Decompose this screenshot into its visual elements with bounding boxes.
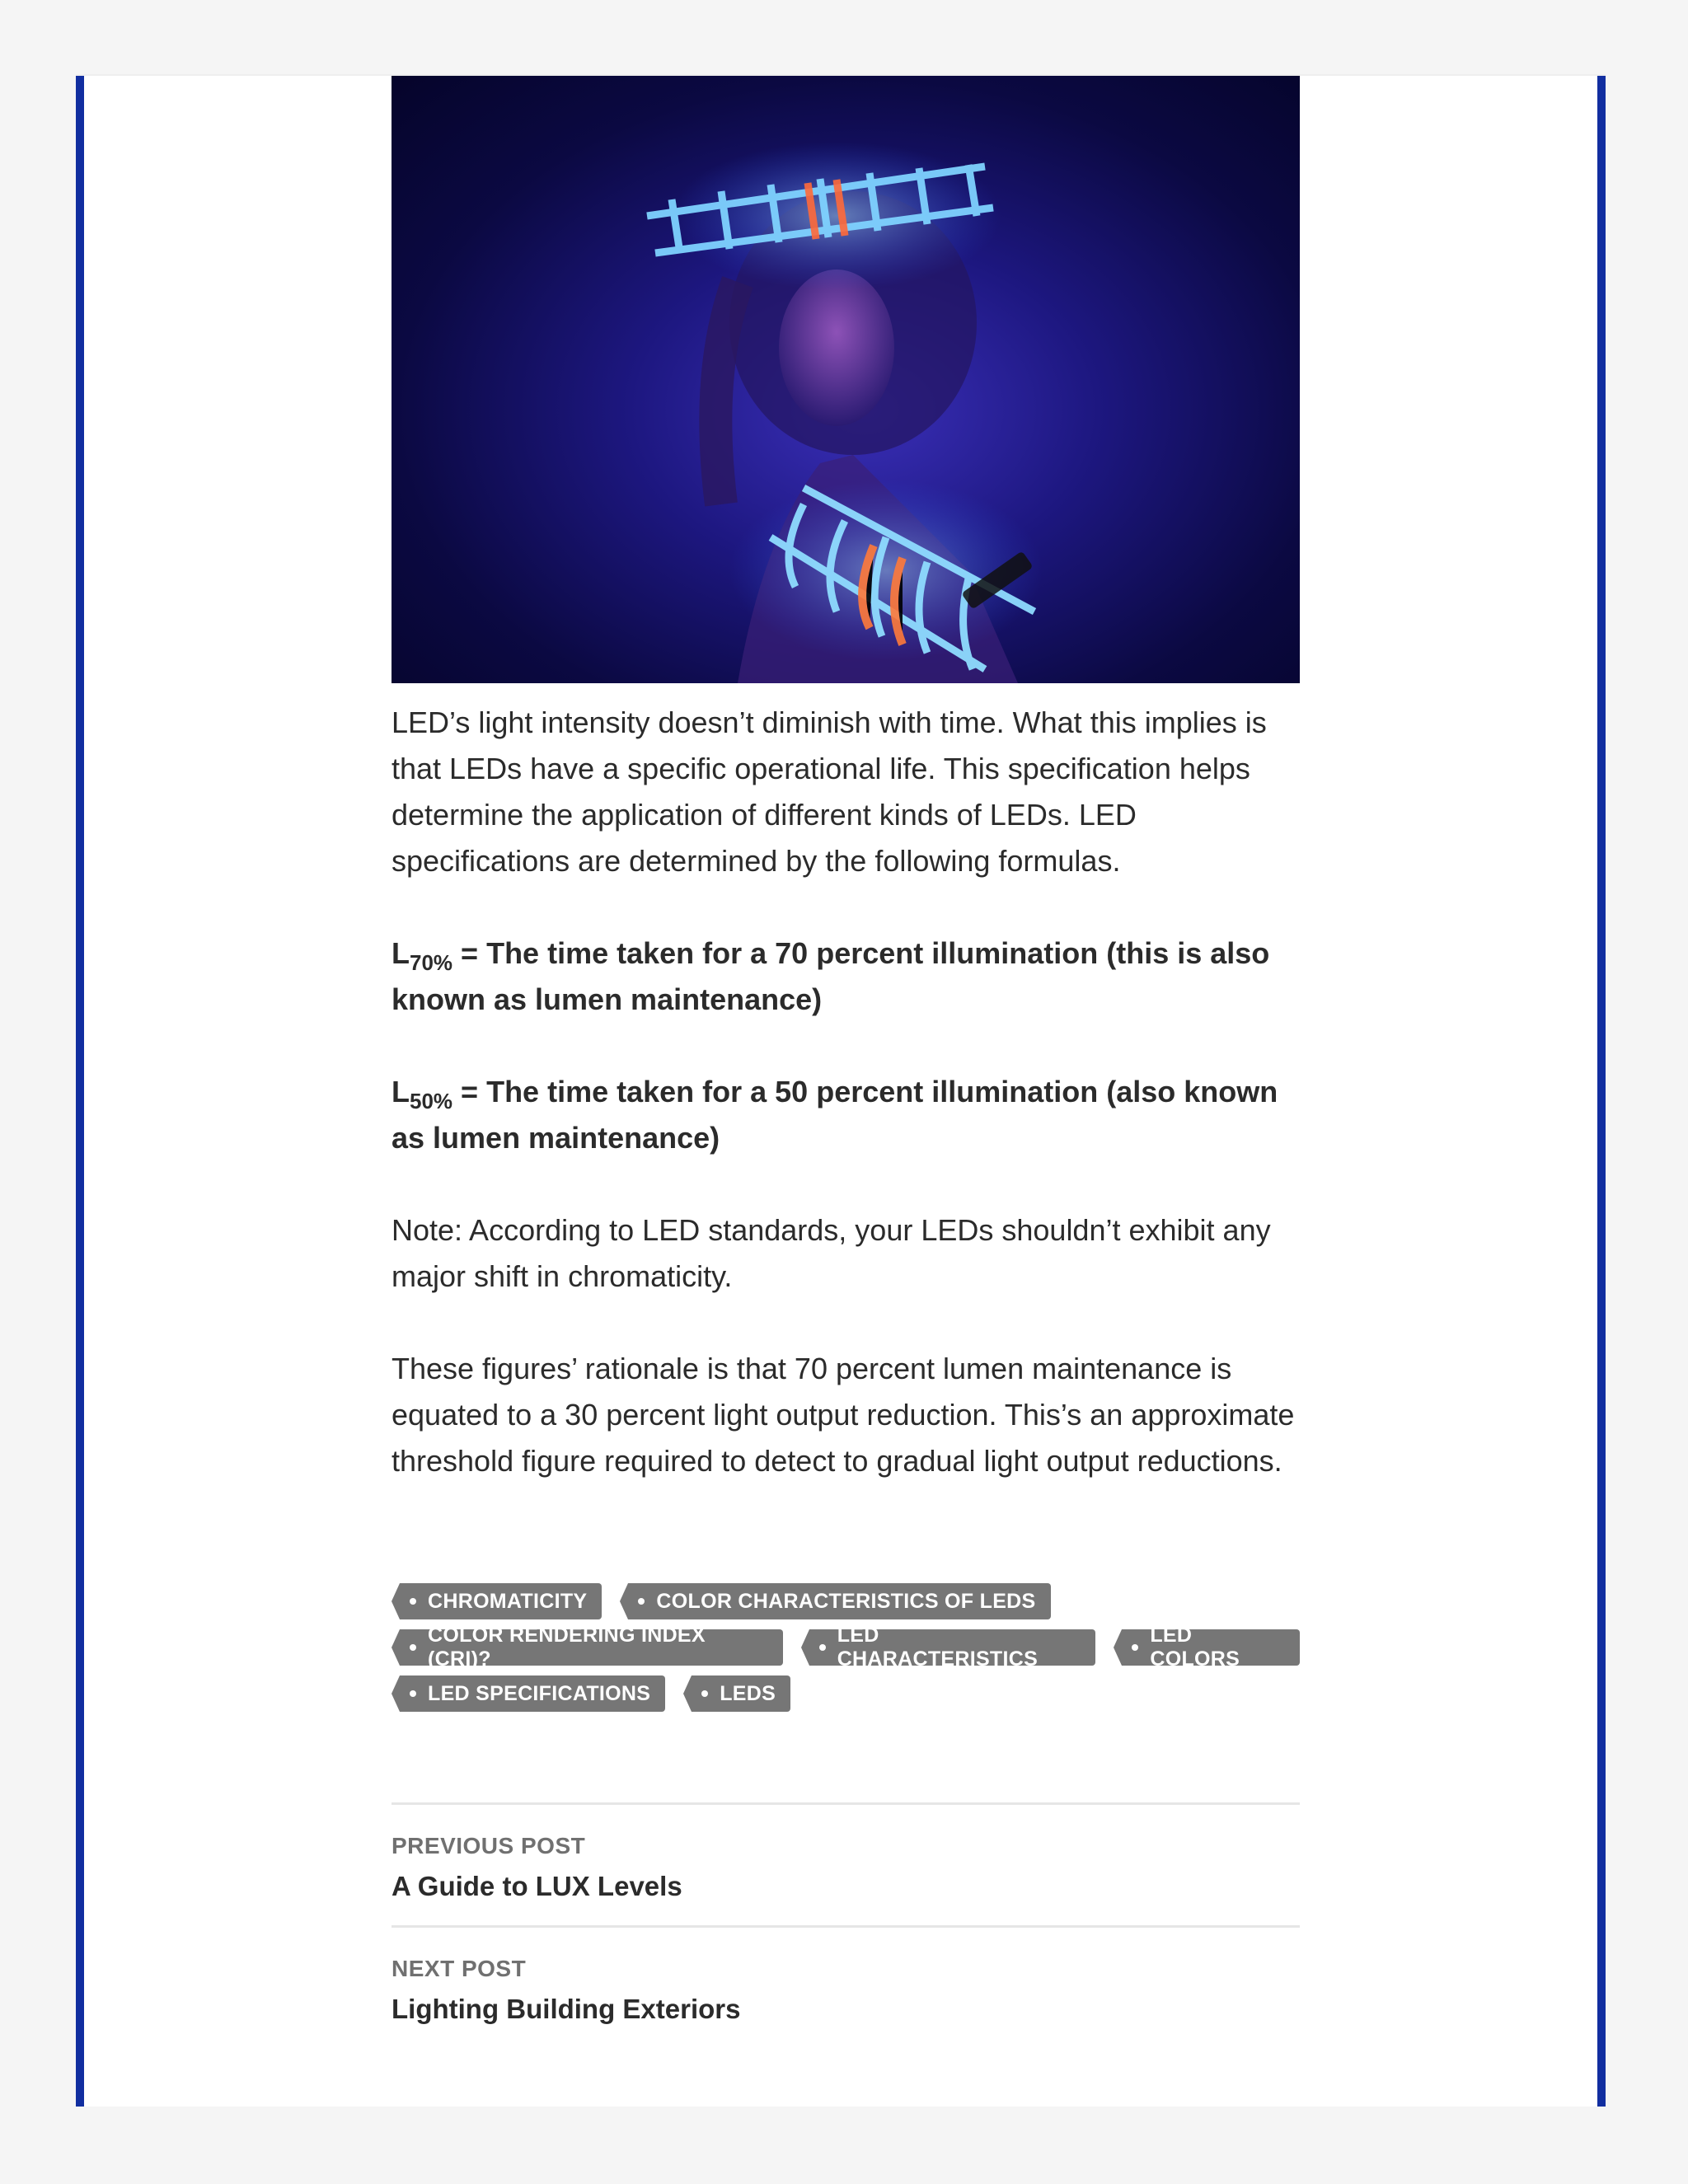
formula-l50-symbol: L: [392, 1075, 410, 1108]
tag-leds[interactable]: LEDS: [692, 1675, 790, 1712]
tag-list: [392, 1583, 1300, 1712]
formula-l70-symbol: L: [392, 936, 410, 970]
previous-post-label: PREVIOUS POST: [392, 1833, 586, 1858]
tag-led-colors[interactable]: LED COLORS: [1122, 1629, 1300, 1666]
next-post-label: NEXT POST: [392, 1956, 527, 1981]
tag-color-rendering-index[interactable]: COLOR RENDERING INDEX (CRI)?: [400, 1629, 783, 1666]
next-post-title[interactable]: Lighting Building Exteriors: [392, 1994, 741, 2024]
tag-row: [392, 1583, 1300, 1619]
next-post-link[interactable]: [392, 1925, 1300, 2048]
tag-row: [392, 1675, 1300, 1712]
led-costume-illustration: [392, 76, 1300, 683]
formula-l70-text: = The time taken for a 70 percent illumination (this is also known as lumen maintenance): [392, 936, 1270, 1016]
rationale-paragraph: These figures’ rationale is that 70 percent lumen maintenance is equated to a 30 percent light output reduction. This’s an approximate threshold figure required to detect to gradual light output reductions.: [392, 1352, 1295, 1478]
tag-row: [392, 1624, 1300, 1671]
intro-paragraph: LED’s light intensity doesn’t diminish with time. What this implies is that LEDs have a specific operational life. This specification helps determine the application of different kinds of LEDs. LED specifications are determined by the following formulas.: [392, 705, 1267, 878]
tag-chromaticity[interactable]: CHROMATICITY: [400, 1583, 602, 1619]
post-navigation: [392, 1802, 1300, 2048]
tag-led-specifications[interactable]: LED SPECIFICATIONS: [400, 1675, 665, 1712]
formula-l50-subscript: 50%: [410, 1089, 453, 1113]
note-paragraph: Note: According to LED standards, your LEDs shouldn’t exhibit any major shift in chromaticity.: [392, 1213, 1271, 1293]
formula-l70: [392, 930, 1300, 1023]
formula-l70-subscript: 70%: [410, 950, 453, 975]
tag-led-characteristics[interactable]: LED CHARACTERISTICS: [809, 1629, 1096, 1666]
previous-post-link[interactable]: [392, 1802, 1300, 1925]
previous-post-title[interactable]: A Guide to LUX Levels: [392, 1871, 682, 1901]
page-frame: [76, 76, 1606, 2107]
tag-color-characteristics-of-leds[interactable]: COLOR CHARACTERISTICS OF LEDS: [628, 1583, 1050, 1619]
formula-l50: [392, 1069, 1300, 1161]
formula-l50-text: = The time taken for a 50 percent illumination (also known as lumen maintenance): [392, 1075, 1278, 1155]
article-content: [392, 76, 1300, 2048]
hero-image: [392, 76, 1300, 683]
